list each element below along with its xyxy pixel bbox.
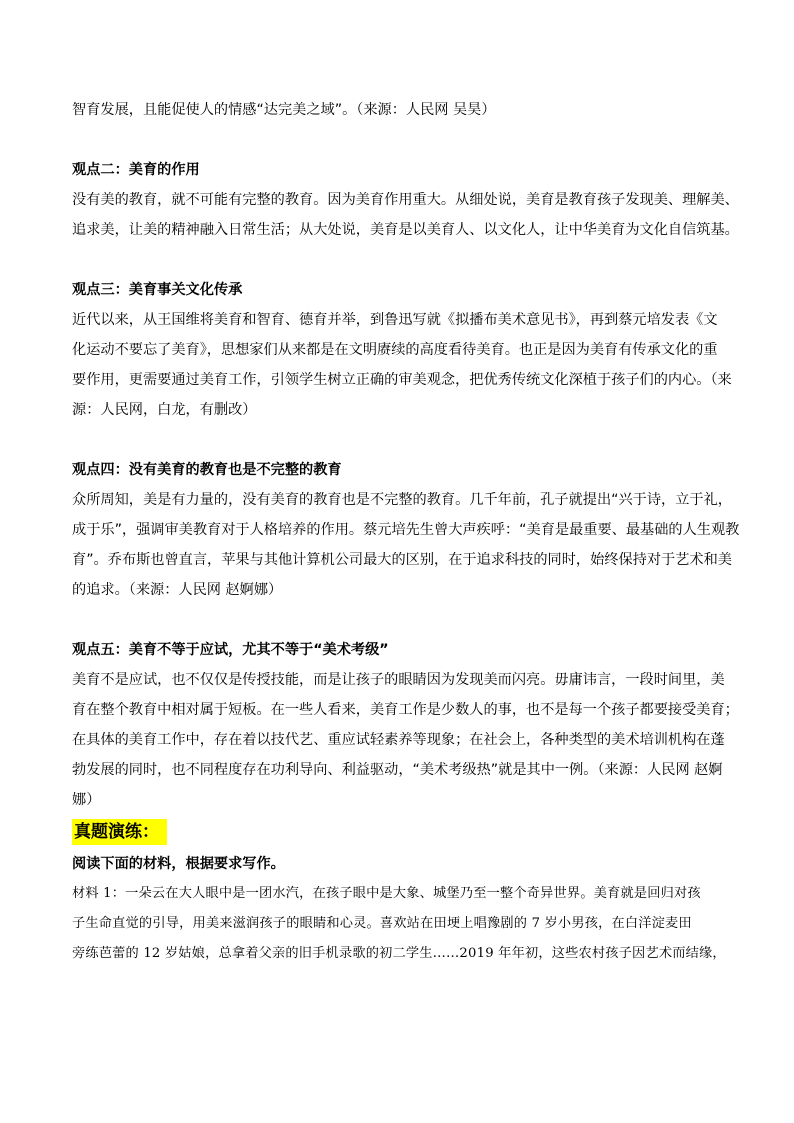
section-4-line: 众所周知，美是有力量的，没有美育的教育也是不完整的教育。几千年前，孔子就提出“兴于诗，立于礼， <box>72 492 732 508</box>
section-2-line: 没有美的教育，就不可能有完整的教育。因为美育作用重大。从细处说，美育是教育孩子发现美、理解美、 <box>72 192 739 208</box>
section-5-line: 在具体的美育工作中，存在着以技代艺、重应试轻素养等现象；在社会上，各种类型的美术培训机构在蓬 <box>72 732 725 748</box>
spacer <box>72 425 724 455</box>
section-3-line: 源：人民网，白龙，有删改） <box>72 402 257 418</box>
section-5-line: 美育不是应试，也不仅仅是传授技能，而是让孩子的眼睛因为发现美而闪亮。毋庸讳言，一段时间里，美 <box>72 672 725 688</box>
section-4-line: 成于乐”，强调审美教育对于人格培养的作用。蔡元培先生曾大声疾呼：“美育是最重要、最基础的人生观教 <box>72 522 740 538</box>
spacer <box>72 125 724 155</box>
material-line: 旁练芭蕾的 12 岁姑娘，总拿着父亲的旧手机录歌的初二学生……2019 年年初，这些农村孩子因艺术而结缘， <box>72 946 726 961</box>
section-heading-2: 观点二：美育的作用 <box>72 162 200 178</box>
material-line: 子生命直觉的引导，用美来滋润孩子的眼睛和心灵。喜欢站在田埂上唱豫剧的 7 岁小男孩，在白洋淀麦田 <box>72 916 692 931</box>
practice-title-wrapper <box>72 815 724 845</box>
section-heading-3: 观点三：美育事关文化传承 <box>72 282 243 298</box>
section-4-line: 育”。乔布斯也曾直言，苹果与其他计算机公司最大的区别，在于追求科技的同时，始终保持对于艺术和美 <box>72 552 732 568</box>
spacer <box>72 605 724 635</box>
document-page <box>72 95 740 969</box>
intro-line: 智育发展，且能促使人的情感“达完美之域”。（来源：人民网 吴昊） <box>72 102 496 118</box>
spacer <box>72 245 724 275</box>
section-2-line: 追求美，让美的精神融入日常生活；从大处说，美育是以美育人、以文化人，让中华美育为文化自信筑基。 <box>72 222 739 238</box>
section-3-line: 近代以来，从王国维将美育和智育、德育并举，到鲁迅写就《拟播布美术意见书》，再到蔡元培发表《文 <box>72 312 718 328</box>
practice-title: 真题演练： <box>72 819 167 845</box>
material-line: 材料 1：一朵云在大人眼中是一团水汽，在孩子眼中是大象、城堡乃至一整个奇异世界。美育就是回归对孩 <box>72 886 701 901</box>
section-5-line: 娜） <box>72 792 101 808</box>
section-4-line: 的追求。（来源：人民网 赵婀娜） <box>72 582 283 598</box>
section-3-line: 化运动不要忘了美育》，思想家们从来都是在文明赓续的高度看待美育。也正是因为美育有传承文化的重 <box>72 342 718 358</box>
practice-instruction: 阅读下面的材料，根据要求写作。 <box>72 856 285 872</box>
section-heading-5: 观点五：美育不等于应试，尤其不等于“美术考级” <box>72 642 389 658</box>
section-5-line: 勃发展的同时，也不同程度存在功利导向、利益驱动，“美术考级热”就是其中一例。（来源：人民网 赵婀 <box>72 762 723 778</box>
section-heading-4: 观点四：没有美育的教育也是不完整的教育 <box>72 462 342 478</box>
section-5-line: 育在整个教育中相对属于短板。在一些人看来，美育工作是少数人的事，也不是每一个孩子都要接受美育； <box>72 702 739 718</box>
section-3-line: 要作用，更需要通过美育工作，引领学生树立正确的审美观念，把优秀传统文化深植于孩子们的内心。（来 <box>72 372 732 388</box>
